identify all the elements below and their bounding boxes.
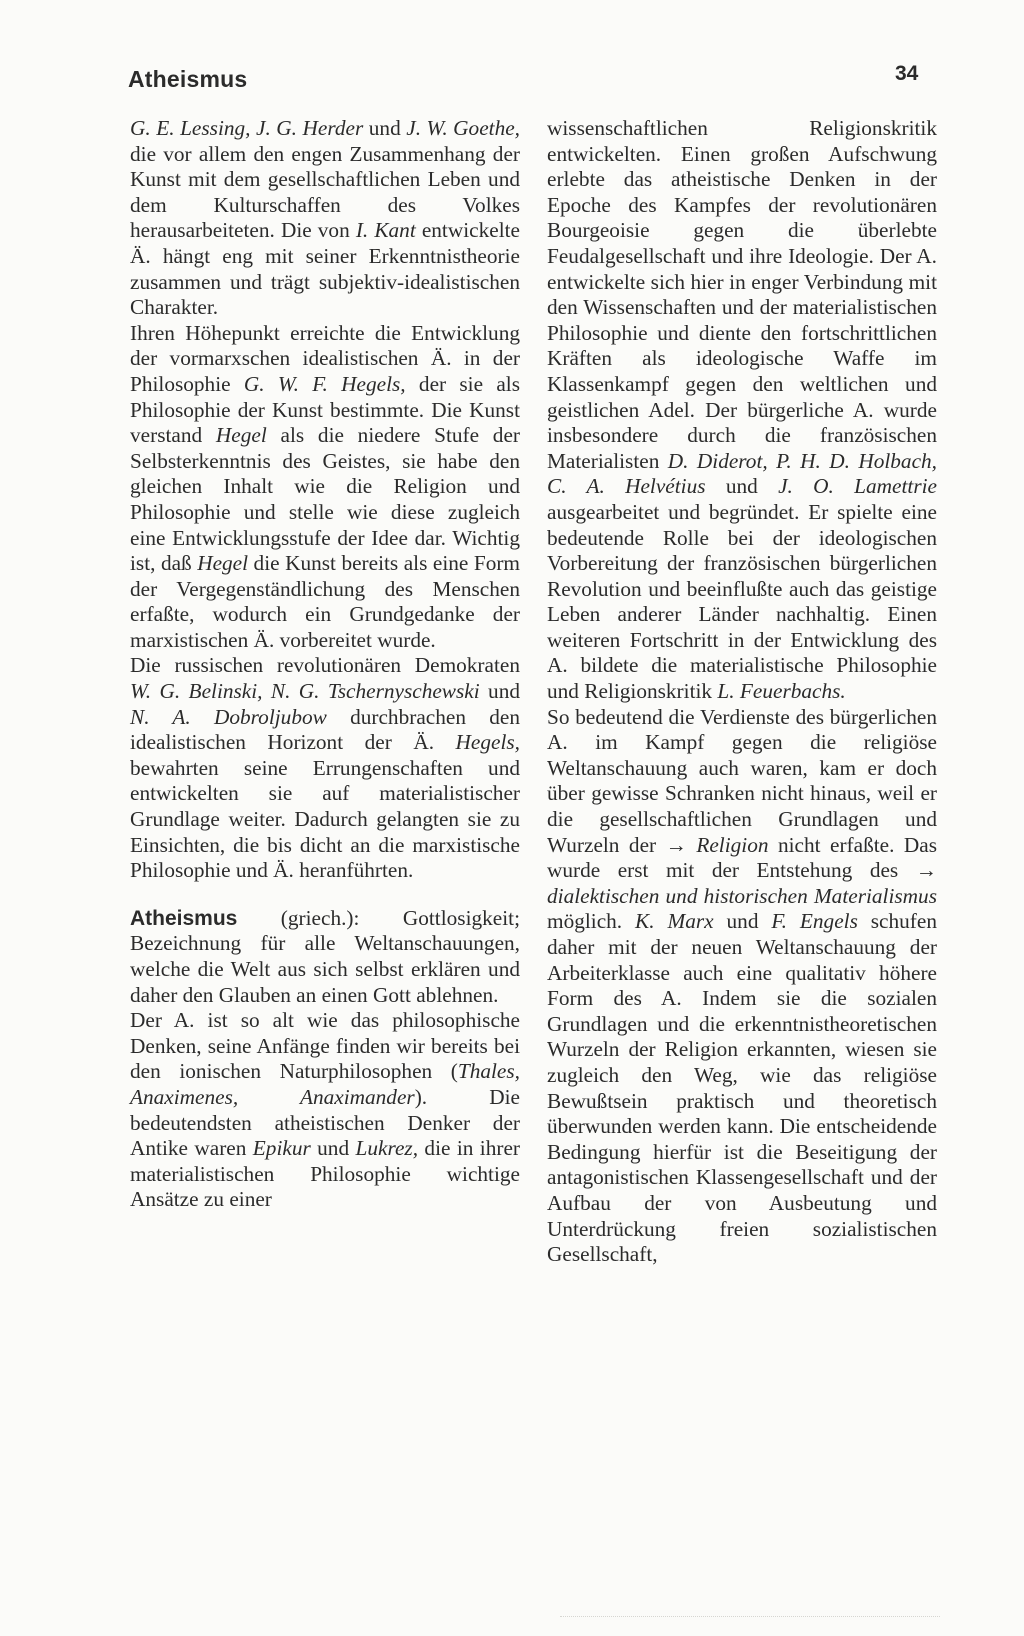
paragraph <box>130 116 520 321</box>
text-run: und <box>363 116 407 140</box>
entry-atheismus <box>130 906 520 1008</box>
italic-name: G. W. F. Hegels, <box>243 371 406 396</box>
text-run: Die russischen revolutionären Demokraten <box>130 653 520 678</box>
italic-name: J. W. Goethe, <box>406 116 521 140</box>
text-run: die in ihrer materialistischen Philosophie wichtige Ansätze zu einer <box>130 1136 521 1212</box>
italic-name: Religion <box>696 832 769 857</box>
italic-name: F. Engels <box>771 909 858 934</box>
text-run: und <box>479 679 520 704</box>
italic-name: D. Diderot, P. H. D. Holbach, C. A. Helvétius <box>547 448 937 499</box>
text-run: möglich. <box>547 909 636 934</box>
text-run: der sie als Philosophie der Kunst bestimmte. Die Kunst verstand <box>130 371 521 448</box>
text-run: ). Die bedeutendsten atheistischen Denker der Antike waren <box>130 1084 520 1161</box>
text-run: durchbrachen den idealistischen Horizont der Ä. <box>130 704 520 755</box>
text-run: Der A. ist so alt wie das philosophische Denken, seine Anfänge finden wir bereits bei den ionischen Naturphilosophen ( <box>130 1008 520 1084</box>
italic-name: Hegels, <box>455 730 520 755</box>
italic-name: L. Feuerbachs. <box>717 679 846 704</box>
italic-name: G. E. Lessing, J. G. Herder <box>130 116 364 140</box>
italic-name: Lukrez, <box>355 1136 419 1161</box>
left-column <box>130 116 520 1213</box>
italic-name: W. G. Belinski, N. G. Tschernyschewski <box>130 679 480 704</box>
text-run: die vor allem den engen Zusammenhang der Kunst mit dem gesellschaftlichen Leben und dem Kulturschaffen des Volkes herausarbeiteten. Die von <box>130 141 520 243</box>
italic-name: K. Marx <box>635 909 714 934</box>
italic-name: N. A. Dobroljubow <box>130 704 327 729</box>
text-run: schufen daher mit der neuen Weltanschauung der Arbeiterklasse auch eine qualitativ höhere Form des A. Indem sie die sozialen Grundlagen und die erkenntnistheoretischen Wurzeln der Religion erkannten, wiesen sie zugleich den Weg, wie das religiöse Bewußtsein praktisch und theoretisch überwunden werden kann. Die entscheidende Bedingung hierfür ist die Beseitigung der antagonistischen Klassengesellschaft und der Aufbau der von Ausbeutung und Unterdrückung freien sozialistischen Gesellschaft, <box>547 909 937 1267</box>
italic-name: Thales, Anaximenes, Anaximander <box>130 1059 520 1109</box>
text-run: und <box>705 474 779 499</box>
paragraph <box>130 653 520 883</box>
right-column <box>547 116 937 1268</box>
italic-name: Hegel <box>215 423 267 448</box>
paragraph <box>130 1008 520 1213</box>
text-run: entwickelte Ä. hängt eng mit seiner Erkenntnistheorie zusammen und trägt subjektiv-idealistischen Charakter. <box>130 218 520 320</box>
italic-name: I. Kant <box>355 218 416 243</box>
text-run: die Kunst bereits als eine Form der Vergegenständlichung des Menschen erfaßte, wodurch ein Grundgedanke der marxistischen Ä. vorbereitet wurde. <box>130 551 520 652</box>
text-run: (griech.): Gottlosigkeit; Bezeichnung für alle Weltanschauungen, welche die Welt aus sich selbst erklären und daher den Glauben an einen Gott ablehnen. <box>130 905 520 1007</box>
paragraph <box>547 116 937 705</box>
text-run: ausgearbeitet und begründet. Er spielte eine bedeutende Rolle bei der ideologischen Vorbereitung der französischen bürgerlichen Revolution und beeinflußte auch das geistige Leben anderer Länder nachhaltig. Einen weiteren Fortschritt in der Entwicklung des A. bildete die materialistische Philosophie und Religionskritik <box>547 499 937 704</box>
running-head: Atheismus <box>128 66 248 92</box>
italic-name: J. O. Lamettrie <box>778 474 937 499</box>
italic-name: Hegel <box>197 551 249 576</box>
text-run: und <box>310 1136 356 1161</box>
entry-title: Atheismus <box>130 906 238 930</box>
text-run: Ihren Höhepunkt erreichte die Entwicklung der vormarxschen idealistischen Ä. in der Philosophie <box>130 320 520 396</box>
text-run: und <box>713 909 772 934</box>
text-run: bewahrten seine Errungenschaften und entwickelten sie auf materialistischer Grundlage weiter. Dadurch gelangten sie zu Einsichten, die bis dicht an die marxistische Philosophie und Ä. heranführten. <box>130 755 520 883</box>
text-run: So bedeutend die Verdienste des bürgerlichen A. im Kampf gegen die religiöse Weltanschauung auch waren, kam er doch über gewisse Schranken nicht hinaus, weil er die gesellschaftlichen Grundlagen und Wurzeln der → <box>547 704 937 857</box>
text-run: wissenschaftlichen Religionskritik entwickelten. Einen großen Aufschwung erlebte das atheistische Denken in der Epoche des Kampfes der revolutionären Bourgeoisie gegen die überlebte Feudalgesellschaft und ihre Ideologie. Der A. entwickelte sich hier in enger Verbindung mit den Wissenschaften und der materialistischen Philosophie und diente den fortschrittlichen Kräften als ideologische Waffe im Klassenkampf gegen den weltlichen und geistlichen Adel. Der bürgerliche A. wurde insbesondere durch die französischen Materialisten <box>547 116 937 473</box>
italic-name: Epikur <box>252 1136 311 1161</box>
text-run: als die niedere Stufe der Selbsterkenntnis des Geistes, sie habe den gleichen Inhalt wie die Religion und Philosophie und stelle wie diese zugleich eine Entwicklungsstufe der Idee dar. Wichtig ist, daß <box>130 423 520 576</box>
paragraph <box>130 321 520 654</box>
italic-name: dialektischen und historischen Materialismus <box>547 883 937 908</box>
page-edge-mark <box>560 1616 940 1620</box>
text-run: nicht erfaßte. Das wurde erst mit der Entstehung des → <box>547 832 938 883</box>
page-number: 34 <box>895 62 919 85</box>
paragraph <box>547 705 937 1268</box>
